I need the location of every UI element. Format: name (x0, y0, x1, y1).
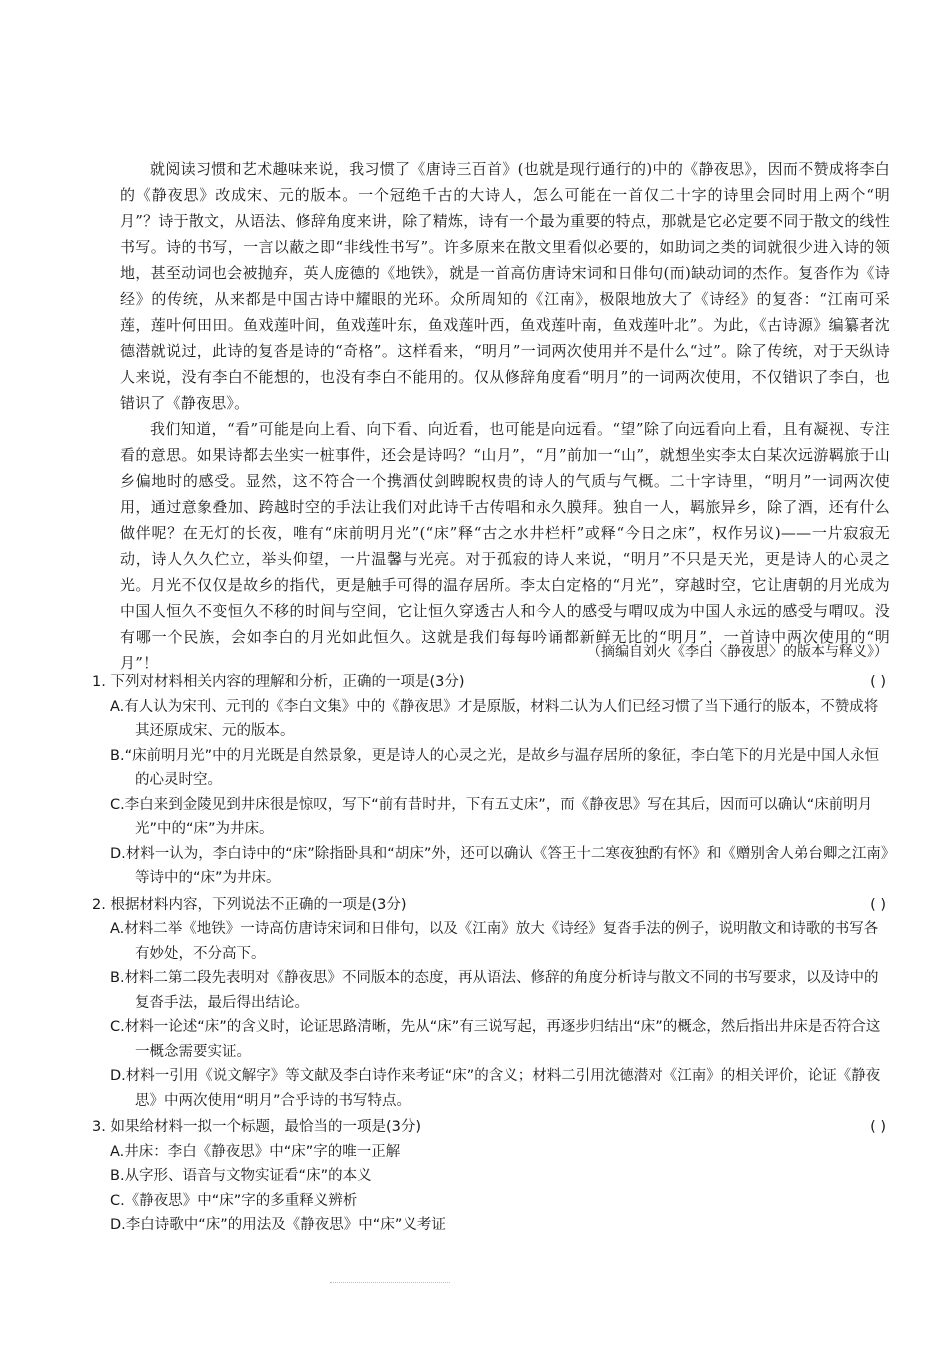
question-stem-text: 1. 下列对材料相关内容的理解和分析，正确的一项是(3分) (92, 674, 465, 690)
passage-paragraph-2: 我们知道，“看”可能是向上看、向下看、向近看，也可能是向远看。“望”除了向远看向上看，且有凝视、专注看的意思。如果诗都去坐实一桩事件，还会是诗吗？“山月”，“月”前加一“山”，就想坐实李太白某次远游羁旅于山乡偏地时的感受。显然，这不符合一个携酒仗剑睥睨权贵的诗人的气质与气概。二十字诗里，“明月”一词两次使用，通过意象叠加、跨越时空的手法让我们对此诗千古传唱和永久膜拜。独自一人，羁旅异乡，除了酒，还有什么做伴呢？在无灯的长夜，唯有“床前明月光”(“床”释“古之水井栏杆”或释“今日之床”，权作另议)——一片寂寂无动，诗人久久伫立，举头仰望，一片温馨与光亮。对于孤寂的诗人来说，“明月”不只是天光，更是诗人的心灵之光。月光不仅仅是故乡的指代，更是触手可得的温存居所。李太白定格的“月光”，穿越时空，它让唐朝的月光成为中国人恒久不变恒久不移的时间与空间，它让恒久穿透古人和今人的感受与喟叹成为中国人永远的感受与喟叹。没有哪一个民族，会如李白的月光如此恒久。这就是我们每每吟诵都新鲜无比的“明月”，一首诗中两次使用的“明月”！ (120, 420, 890, 672)
option-a (92, 1140, 892, 1165)
option-label: B. (110, 1168, 125, 1184)
option-label: D. (110, 1068, 126, 1084)
option-c (92, 1189, 892, 1214)
option-text: 材料二第二段先表明对《静夜思》不同版本的态度，再从语法、修辞的角度分析诗与散文不同的书写要求，以及诗中的复沓手法，最后得出结论。 (124, 970, 879, 1011)
option-d (92, 1213, 892, 1238)
option-label: C. (110, 796, 125, 813)
reading-passage (120, 156, 890, 676)
question-stem (92, 893, 892, 918)
option-text: 有人认为宋刊、元刊的《李白文集》中的《静夜思》才是原版，材料二认为人们已经习惯了当下通行的版本，不赞成将其还原成宋、元的版本。 (124, 698, 879, 739)
option-a (92, 695, 892, 744)
option-text: 材料二举《地铁》一诗高仿唐诗宋词和日俳句，以及《江南》放大《诗经》复沓手法的例子，说明散文和诗歌的书写各有妙处，不分高下。 (124, 921, 879, 962)
option-c (92, 793, 892, 842)
option-label: A. (110, 1143, 125, 1160)
option-label: C. (110, 1192, 125, 1209)
option-text: 材料一论述“床”的含义时，论证思路清晰，先从“床”有三说写起，再逐步归结出“床”的概念，然后指出井床是否符合这一概念需要实证。 (124, 1019, 881, 1060)
question-stem (92, 670, 892, 695)
option-text: 从字形、语音与文物实证看“床”的本义 (124, 1168, 372, 1184)
option-label: C. (110, 1019, 125, 1035)
question-1 (92, 670, 892, 891)
option-text: 《静夜思》中“床”字的多重释义辨析 (124, 1192, 358, 1209)
option-text: 材料一认为，李白诗中的“床”除指卧具和“胡床”外，还可以确认《答王十二寒夜独酌有怀》和《赠别舍人弟台卿之江南》等诗中的“床”为井床。 (125, 845, 889, 886)
option-label: B. (110, 970, 125, 986)
option-d (92, 842, 892, 891)
question-2 (92, 893, 892, 1114)
scan-artifact-divider (330, 1282, 450, 1289)
option-label: A. (110, 921, 125, 937)
answer-blank: ( ) (870, 896, 886, 913)
answer-blank: ( ) (870, 674, 886, 690)
option-text: 李白诗歌中“床”的用法及《静夜思》中“床”义考证 (125, 1217, 446, 1233)
option-c (92, 1015, 892, 1064)
option-a (92, 917, 892, 966)
question-list (92, 670, 892, 1240)
option-text: 材料一引用《说文解字》等文献及李白诗作来考证“床”的含义；材料二引用沈德潜对《江南》的相关评价，论证《静夜思》中两次使用“明月”合乎诗的书写特点。 (125, 1068, 881, 1109)
option-text: 井床：李白《静夜思》中“床”字的唯一正解 (124, 1143, 401, 1160)
option-b (92, 1164, 892, 1189)
option-label: D. (110, 845, 126, 862)
question-stem-text: 2. 根据材料内容，下列说法不正确的一项是(3分) (92, 896, 407, 913)
option-b (92, 966, 892, 1015)
option-b (92, 744, 892, 793)
option-d (92, 1064, 892, 1113)
answer-blank: ( ) (870, 1119, 886, 1135)
option-label: D. (110, 1217, 126, 1233)
passage-source: （摘编自刘火《李白〈静夜思〉的版本与释义》） (587, 644, 888, 660)
passage-paragraph-1: 就阅读习惯和艺术趣味来说，我习惯了《唐诗三百首》(也就是现行通行的)中的《静夜思》，因而不赞成将李白的《静夜思》改成宋、元的版本。一个冠绝千古的大诗人，怎么可能在一首仅二十字的诗里会同时用上两个“明月”？诗于散文，从语法、修辞角度来讲，除了精炼，诗有一个最为重要的特点，那就是它必定要不同于散文的线性书写。诗的书写，一言以蔽之即“非线性书写”。许多原来在散文里看似必要的，如助词之类的词就很少进入诗的领地，甚至动词也会被抛弃，英人庞德的《地铁》，就是一首高仿唐诗宋词和日俳句(而)缺动词的杰作。复沓作为《诗经》的传统，从来都是中国古诗中耀眼的光环。众所周知的《江南》，极限地放大了《诗经》的复沓：“江南可采莲，莲叶何田田。鱼戏莲叶间，鱼戏莲叶东，鱼戏莲叶西，鱼戏莲叶南，鱼戏莲叶北”。为此，《古诗源》编纂者沈德潜就说过，此诗的复沓是诗的“奇格”。这样看来，“明月”一词两次使用并不是什么“过”。除了传统，对于天纵诗人来说，没有李白不能想的，也没有李白不能用的。仅从修辞角度看“明月”的一词两次使用，不仅错识了李白，也错识了《静夜思》。 (120, 160, 890, 412)
question-stem-text: 3. 如果给材料一拟一个标题，最恰当的一项是(3分) (92, 1119, 421, 1135)
option-text: “床前明月光”中的月光既是自然景象，更是诗人的心灵之光，是故乡与温存居所的象征，李白笔下的月光是中国人永恒的心灵时空。 (124, 747, 880, 788)
option-text: 李白来到金陵见到井床很是惊叹，写下“前有昔时井，下有五丈床”，而《静夜思》写在其后，因而可以确认“床前明月光”中的“床”为井床。 (124, 796, 873, 837)
option-label: B. (110, 747, 125, 764)
option-label: A. (110, 698, 125, 715)
question-stem (92, 1115, 892, 1140)
question-3 (92, 1115, 892, 1238)
